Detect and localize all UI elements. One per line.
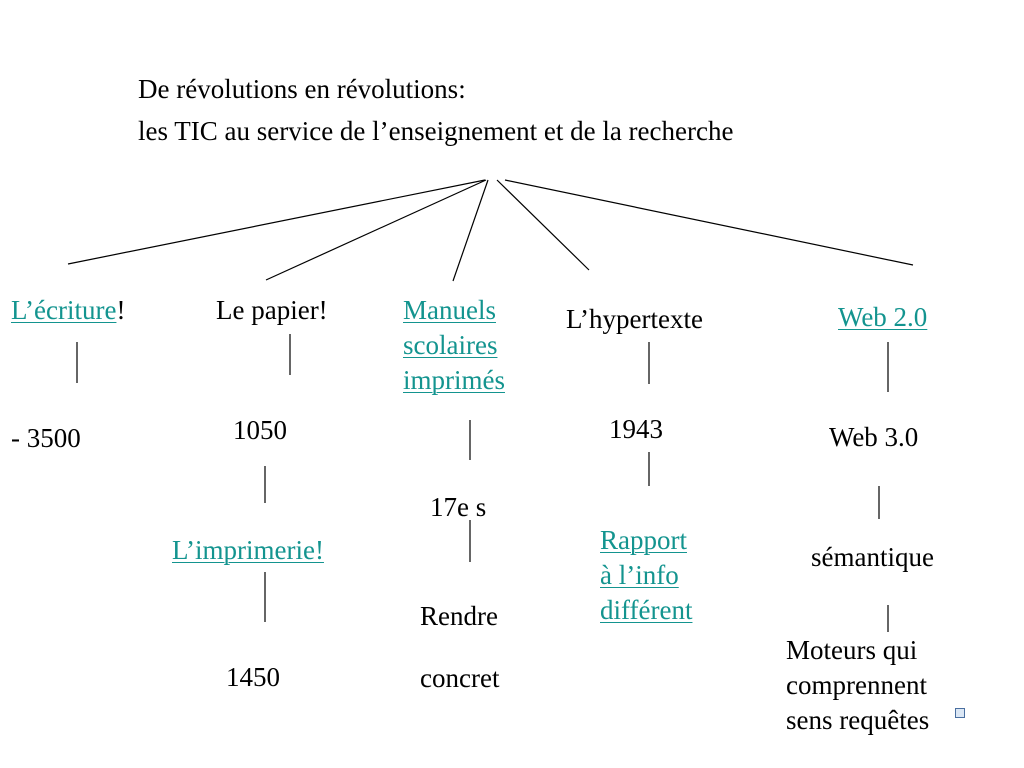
branch-line-hypertexte	[497, 180, 589, 270]
rapport-line-2: à l’info	[600, 560, 679, 590]
web2-link[interactable]: Web 2.0	[838, 302, 928, 332]
manuels-note-1: Rendre	[420, 601, 498, 631]
manuels-note-2: concret	[420, 663, 500, 693]
manuels-link[interactable]	[403, 293, 505, 398]
manuels-date: 17e s	[430, 492, 487, 522]
hypertexte-label: L’hypertexte	[566, 304, 703, 334]
papier-date: 1050	[233, 415, 287, 445]
imprimerie-date: 1450	[226, 662, 280, 692]
manuels-line-1: Manuels	[403, 295, 496, 325]
imprimerie-link[interactable]: L’imprimerie!	[172, 535, 324, 565]
moteurs-line-3: sens requêtes	[786, 705, 930, 735]
papier-label: Le papier!	[216, 295, 328, 325]
rapport-line-3: différent	[600, 595, 693, 625]
resize-handle[interactable]	[955, 708, 965, 718]
ecriture-node	[11, 293, 125, 327]
ecriture-link[interactable]: L’écriture	[11, 295, 117, 325]
semantique-label: sémantique	[811, 542, 934, 572]
title-line-1: De révolutions en révolutions:	[138, 74, 466, 104]
rapport-info-link[interactable]	[600, 523, 692, 628]
manuels-line-3: imprimés	[403, 365, 505, 395]
ecriture-date: - 3500	[11, 423, 81, 453]
hypertexte-date: 1943	[609, 414, 663, 444]
manuels-line-2: scolaires	[403, 330, 498, 360]
moteurs-line-2: comprennent	[786, 670, 927, 700]
branch-line-papier	[266, 180, 486, 280]
branch-line-ecriture	[68, 180, 485, 264]
title-line-2: les TIC au service de l’enseignement et de la recherche	[138, 116, 734, 146]
moteurs-text	[786, 633, 929, 738]
rapport-line-1: Rapport	[600, 525, 687, 555]
ecriture-suffix: !	[116, 295, 126, 325]
branch-line-web	[505, 180, 913, 265]
web3-label: Web 3.0	[829, 422, 919, 452]
branch-line-manuels	[453, 180, 488, 281]
moteurs-line-1: Moteurs qui	[786, 635, 918, 665]
